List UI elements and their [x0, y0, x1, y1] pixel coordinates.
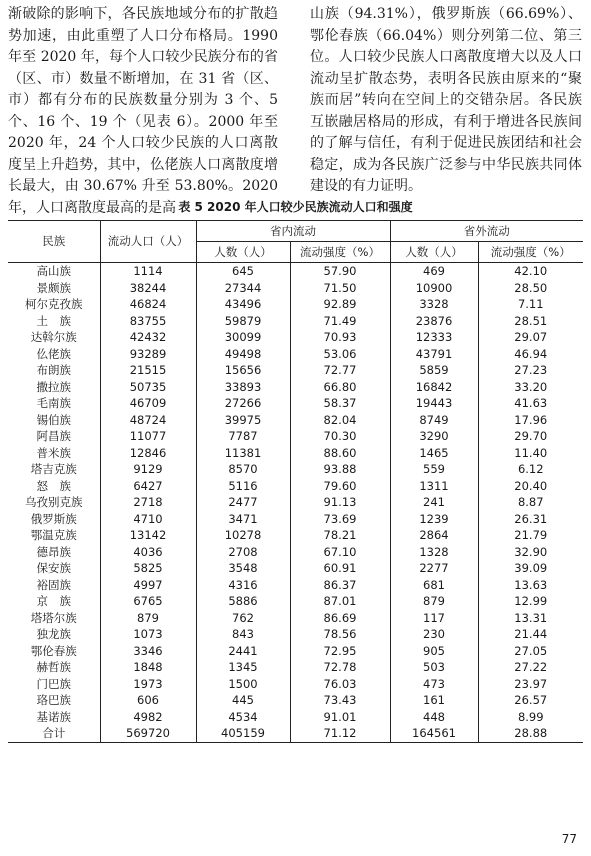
header-in-count: 人数（人） [196, 242, 290, 263]
in-intensity-cell: 70.30 [290, 428, 390, 445]
out-count-cell: 19443 [390, 395, 478, 412]
floating-cell: 46709 [100, 395, 196, 412]
floating-cell: 13142 [100, 527, 196, 544]
ethnic-cell: 布朗族 [8, 362, 100, 379]
header-floating: 流动人口（人） [100, 221, 196, 263]
in-count-cell: 4534 [196, 709, 290, 726]
out-intensity-cell: 11.40 [514, 445, 548, 460]
in-count-cell: 33893 [196, 379, 290, 396]
in-count-cell: 43496 [196, 296, 290, 313]
ethnic-cell: 毛南族 [8, 395, 100, 412]
table-row [8, 593, 583, 610]
out-count-cell: 1465 [390, 445, 478, 462]
floating-cell: 93289 [100, 346, 196, 363]
table-row [8, 560, 583, 577]
out-count-cell: 5859 [390, 362, 478, 379]
out-count-cell: 469 [390, 263, 478, 280]
table-row [8, 313, 583, 330]
in-count-cell: 645 [196, 263, 290, 280]
out-count-cell: 2864 [390, 527, 478, 544]
in-count-cell: 5886 [196, 593, 290, 610]
in-count-cell: 843 [196, 626, 290, 643]
table-row [8, 395, 583, 412]
floating-cell: 46824 [100, 296, 196, 313]
table-row [8, 692, 583, 709]
floating-cell: 1073 [100, 626, 196, 643]
in-intensity-cell: 66.80 [290, 379, 390, 396]
out-intensity-cell: 17.96 [514, 412, 548, 427]
out-count-cell: 1239 [390, 511, 478, 528]
ethnic-cell: 撒拉族 [8, 379, 100, 396]
out-intensity-cell: 27.05 [514, 643, 548, 658]
ethnic-cell: 景颇族 [8, 280, 100, 297]
in-count-cell: 762 [196, 610, 290, 627]
out-count-cell: 241 [390, 494, 478, 511]
ethnic-cell: 基诺族 [8, 709, 100, 726]
in-count-cell: 15656 [196, 362, 290, 379]
in-intensity-cell: 71.49 [290, 313, 390, 330]
out-intensity-cell: 21.44 [514, 627, 548, 641]
in-count-cell: 405159 [196, 725, 290, 742]
in-count-cell: 3471 [196, 511, 290, 528]
out-intensity-cell: 39.09 [514, 561, 548, 575]
out-count-cell: 1328 [390, 544, 478, 561]
floating-cell: 50735 [100, 379, 196, 396]
table-row [8, 346, 583, 363]
out-intensity-cell: 41.63 [514, 396, 548, 410]
out-count-cell: 681 [390, 577, 478, 594]
floating-cell: 9129 [100, 461, 196, 478]
in-count-cell: 10278 [196, 527, 290, 544]
in-count-cell: 49498 [196, 346, 290, 363]
table-body [8, 263, 583, 743]
in-intensity-cell: 72.78 [290, 659, 390, 676]
out-count-cell: 12333 [390, 329, 478, 346]
table-row [8, 725, 583, 742]
out-count-cell: 164561 [390, 725, 478, 742]
floating-cell: 2718 [100, 494, 196, 511]
out-count-cell: 3328 [390, 296, 478, 313]
table-row [8, 659, 583, 676]
out-count-cell: 503 [390, 659, 478, 676]
header-in-province: 省内流动 [196, 221, 390, 242]
in-intensity-cell: 79.60 [290, 478, 390, 495]
out-intensity-cell: 28.88 [478, 725, 583, 742]
body-text-right: 山族（94.31%），俄罗斯族（66.69%）、鄂伦春族（66.04%）则分列第二位、第三位。人口较少民族人口离散度增大以及人口流动呈扩散态势，表明各民族由原来的“聚族而居”转向在空间上的交错杂居。各民族互嵌融居格局的形成，有利于增进各民族间的了解与信任，有利于促进民族团结和社会稳定，成为各民族广泛参与中华民族共同体建设的有力证明。 [310, 6, 582, 194]
in-count-cell: 445 [196, 692, 290, 709]
floating-cell: 83755 [100, 313, 196, 330]
ethnic-cell: 门巴族 [8, 676, 100, 693]
out-intensity-cell: 12.99 [514, 594, 548, 608]
table-row [8, 643, 583, 660]
floating-cell: 4036 [100, 544, 196, 561]
out-intensity-cell: 27.23 [514, 363, 548, 377]
table-row [8, 428, 583, 445]
header-out-province: 省外流动 [390, 221, 583, 242]
floating-cell: 42432 [100, 329, 196, 346]
out-count-cell: 3290 [390, 428, 478, 445]
table-row [8, 263, 583, 280]
table-row [8, 445, 583, 462]
out-count-cell: 10900 [390, 280, 478, 297]
ethnic-cell: 怒 族 [8, 478, 100, 495]
in-count-cell: 1500 [196, 676, 290, 693]
in-intensity-cell: 76.03 [290, 676, 390, 693]
ethnic-cell: 普米族 [8, 445, 100, 462]
in-count-cell: 30099 [196, 329, 290, 346]
in-intensity-cell: 78.21 [290, 527, 390, 544]
floating-cell: 21515 [100, 362, 196, 379]
floating-cell: 12846 [100, 445, 196, 462]
in-intensity-cell: 58.37 [290, 395, 390, 412]
table-row [8, 461, 583, 478]
out-intensity-cell: 6.12 [517, 462, 544, 476]
in-count-cell: 59879 [196, 313, 290, 330]
in-intensity-cell: 78.56 [290, 626, 390, 643]
ethnic-cell: 裕固族 [8, 577, 100, 594]
in-intensity-cell: 53.06 [290, 346, 390, 363]
out-count-cell: 559 [390, 461, 478, 478]
in-count-cell: 5116 [196, 478, 290, 495]
out-intensity-cell: 29.70 [514, 429, 548, 443]
table-row [8, 362, 583, 379]
out-intensity-cell: 29.07 [514, 330, 548, 344]
in-intensity-cell: 67.10 [290, 544, 390, 561]
in-intensity-cell: 86.69 [290, 610, 390, 627]
ethnic-cell: 阿昌族 [8, 428, 100, 445]
table-row [8, 676, 583, 693]
ethnic-cell: 合计 [8, 725, 100, 742]
out-intensity-cell: 42.10 [514, 264, 548, 278]
out-intensity-cell: 32.90 [514, 544, 548, 559]
floating-cell: 6765 [100, 593, 196, 610]
out-count-cell: 23876 [390, 313, 478, 330]
floating-cell: 6427 [100, 478, 196, 495]
ethnic-cell: 保安族 [8, 560, 100, 577]
out-intensity-cell: 13.63 [514, 577, 548, 592]
in-count-cell: 1345 [196, 659, 290, 676]
out-intensity-cell: 26.31 [514, 511, 548, 526]
header-out-count: 人数（人） [390, 242, 478, 263]
in-count-cell: 4316 [196, 577, 290, 594]
out-count-cell: 230 [390, 626, 478, 643]
floating-cell: 1973 [100, 676, 196, 693]
in-intensity-cell: 71.12 [290, 725, 390, 742]
ethnic-cell: 达斡尔族 [8, 329, 100, 346]
table-row [8, 329, 583, 346]
table-row [8, 511, 583, 528]
table-row [8, 280, 583, 297]
page-number: 77 [561, 832, 577, 846]
in-count-cell: 7787 [196, 428, 290, 445]
floating-cell: 1848 [100, 659, 196, 676]
in-intensity-cell: 91.13 [290, 494, 390, 511]
table-row [8, 577, 583, 594]
table-row [8, 626, 583, 643]
table-row [8, 478, 583, 495]
out-count-cell: 117 [390, 610, 478, 627]
floating-cell: 569720 [100, 725, 196, 742]
out-count-cell: 161 [390, 692, 478, 709]
in-intensity-cell: 70.93 [290, 329, 390, 346]
in-intensity-cell: 87.01 [290, 593, 390, 610]
in-count-cell: 2441 [196, 643, 290, 660]
in-intensity-cell: 93.88 [290, 461, 390, 478]
table-row [8, 494, 583, 511]
in-count-cell: 3548 [196, 560, 290, 577]
in-intensity-cell: 92.89 [290, 296, 390, 313]
in-intensity-cell: 82.04 [290, 412, 390, 429]
ethnic-cell: 鄂温克族 [8, 527, 100, 544]
out-intensity-cell: 26.57 [514, 693, 548, 707]
out-count-cell: 2277 [390, 560, 478, 577]
table-row [8, 296, 583, 313]
ethnic-cell: 鄂伦春族 [8, 643, 100, 660]
floating-cell: 4710 [100, 511, 196, 528]
table-row [8, 709, 583, 726]
in-intensity-cell: 91.01 [290, 709, 390, 726]
floating-cell: 4997 [100, 577, 196, 594]
out-intensity-cell: 7.11 [517, 297, 544, 311]
out-intensity-cell: 20.40 [514, 478, 548, 493]
ethnic-cell: 京 族 [8, 593, 100, 610]
header-in-intensity: 流动强度（%） [290, 242, 390, 263]
out-intensity-cell: 28.50 [514, 280, 548, 295]
ethnic-cell: 锡伯族 [8, 412, 100, 429]
floating-cell: 606 [100, 692, 196, 709]
ethnic-cell: 塔塔尔族 [8, 610, 100, 627]
in-intensity-cell: 73.43 [290, 692, 390, 709]
in-intensity-cell: 72.77 [290, 362, 390, 379]
floating-cell: 879 [100, 610, 196, 627]
out-count-cell: 448 [390, 709, 478, 726]
ethnic-cell: 仫佬族 [8, 346, 100, 363]
table-row [8, 544, 583, 561]
out-count-cell: 1311 [390, 478, 478, 495]
table-row [8, 379, 583, 396]
out-intensity-cell: 27.22 [514, 660, 548, 674]
in-intensity-cell: 71.50 [290, 280, 390, 297]
ethnic-cell: 塔吉克族 [8, 461, 100, 478]
out-intensity-cell: 33.20 [514, 379, 548, 394]
floating-cell: 5825 [100, 560, 196, 577]
out-count-cell: 43791 [390, 346, 478, 363]
ethnic-cell: 乌孜别克族 [8, 494, 100, 511]
out-intensity-cell: 46.94 [514, 346, 548, 361]
floating-cell: 3346 [100, 643, 196, 660]
out-intensity-cell: 28.51 [514, 313, 548, 328]
out-count-cell: 905 [390, 643, 478, 660]
in-intensity-cell: 88.60 [290, 445, 390, 462]
header-out-intensity: 流动强度（%） [478, 242, 583, 263]
in-count-cell: 2477 [196, 494, 290, 511]
out-intensity-cell: 21.79 [514, 528, 548, 542]
out-intensity-cell: 8.99 [517, 709, 544, 724]
floating-cell: 11077 [100, 428, 196, 445]
in-intensity-cell: 73.69 [290, 511, 390, 528]
ethnic-cell: 土 族 [8, 313, 100, 330]
in-intensity-cell: 72.95 [290, 643, 390, 660]
out-count-cell: 8749 [390, 412, 478, 429]
migration-table [8, 220, 583, 743]
floating-cell: 48724 [100, 412, 196, 429]
in-count-cell: 11381 [196, 445, 290, 462]
in-intensity-cell: 86.37 [290, 577, 390, 594]
floating-cell: 4982 [100, 709, 196, 726]
table-row [8, 610, 583, 627]
body-text-left: 渐破除的影响下，各民族地域分布的扩散趋势加速，由此重塑了人口分布格局。1990 年至 2020 年，每个人口较少民族分布的省（区、市）数量不断增加，在 31 省（区、市）都有分布的民族数量分别为 3 个、5 个、16 个、19 个（见表 6）。2000 年至 2020 年，24 个人口较少民族的人口离散度呈上升趋势，其中，仫佬族人口离散度增长最大，由 30.67% 升至 53.80%。2020 年，人口离散度最高的是高 [8, 6, 278, 216]
ethnic-cell: 珞巴族 [8, 692, 100, 709]
table-caption: 表 5 2020 年人口较少民族流动人口和强度 [178, 200, 413, 214]
ethnic-cell: 柯尔克孜族 [8, 296, 100, 313]
ethnic-cell: 俄罗斯族 [8, 511, 100, 528]
out-intensity-cell: 23.97 [514, 676, 548, 691]
ethnic-cell: 独龙族 [8, 626, 100, 643]
header-ethnic: 民族 [8, 221, 100, 263]
out-count-cell: 16842 [390, 379, 478, 396]
in-count-cell: 2708 [196, 544, 290, 561]
ethnic-cell: 赫哲族 [8, 659, 100, 676]
in-intensity-cell: 60.91 [290, 560, 390, 577]
out-count-cell: 879 [390, 593, 478, 610]
floating-cell: 38244 [100, 280, 196, 297]
floating-cell: 1114 [100, 263, 196, 280]
in-count-cell: 39975 [196, 412, 290, 429]
ethnic-cell: 德昂族 [8, 544, 100, 561]
out-intensity-cell: 13.31 [514, 610, 548, 625]
in-count-cell: 27344 [196, 280, 290, 297]
in-count-cell: 27266 [196, 395, 290, 412]
out-intensity-cell: 8.87 [517, 495, 544, 509]
table-row [8, 412, 583, 429]
in-count-cell: 8570 [196, 461, 290, 478]
in-intensity-cell: 57.90 [290, 263, 390, 280]
table-row [8, 527, 583, 544]
ethnic-cell: 高山族 [8, 263, 100, 280]
out-count-cell: 473 [390, 676, 478, 693]
